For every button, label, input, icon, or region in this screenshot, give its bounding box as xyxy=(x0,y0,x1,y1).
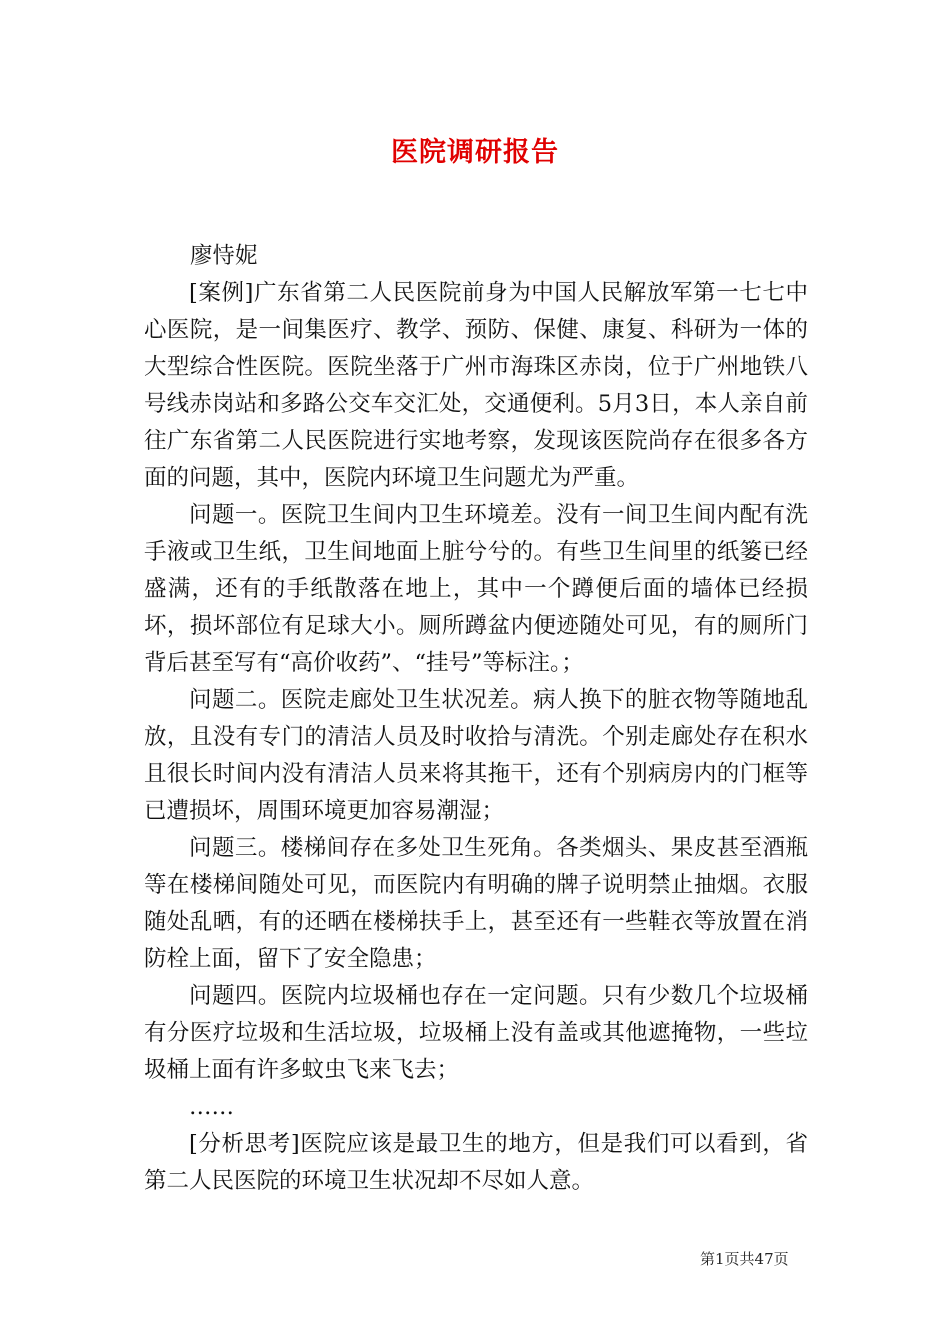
page-number: 第1页共47页 xyxy=(700,1250,789,1268)
document-title: 医院调研报告 xyxy=(391,137,559,168)
paragraph-case: [案例]广东省第二人民医院前身为中国人民解放军第一七七中心医院，是一间集医疗、教学、预防、保健、康复、科研为一体的大型综合性医院。医院坐落于广州市海珠区赤岗，位于广州地铁八号线赤岗站和多路公交车交汇处，交通便利。5月3日，本人亲自前往广东省第二人民医院进行实地考察，发现该医院尚存在很多各方面的问题，其中，医院内环境卫生问题尤为严重。 xyxy=(144,280,808,491)
document-author: 廖恃妮 xyxy=(190,243,258,269)
paragraph-analysis: [分析思考]医院应该是最卫生的地方，但是我们可以看到，省第二人民医院的环境卫生状况却不尽如人意。 xyxy=(144,1131,808,1194)
paragraph-problem-2: 问题二。医院走廊处卫生状况差。病人换下的脏衣物等随地乱放，且没有专门的清洁人员及时收拾与清洗。个别走廊处存在积水且很长时间内没有清洁人员来将其拖干，还有个别病房内的门框等已遭损坏，周围环境更加容易潮湿； xyxy=(144,687,808,824)
paragraph-ellipsis: …… xyxy=(189,1094,234,1120)
paragraph-problem-4: 问题四。医院内垃圾桶也存在一定问题。只有少数几个垃圾桶有分医疗垃圾和生活垃圾，垃圾桶上没有盖或其他遮掩物，一些垃圾桶上面有许多蚊虫飞来飞去； xyxy=(144,983,808,1083)
paragraph-problem-3: 问题三。楼梯间存在多处卫生死角。各类烟头、果皮甚至酒瓶等在楼梯间随处可见，而医院内有明确的牌子说明禁止抽烟。衣服随处乱晒，有的还晒在楼梯扶手上，甚至还有一些鞋衣等放置在消防栓上面，留下了安全隐患； xyxy=(144,835,808,972)
paragraph-problem-1: 问题一。医院卫生间内卫生环境差。没有一间卫生间内配有洗手液或卫生纸，卫生间地面上脏兮兮的。有些卫生间里的纸篓已经盛满，还有的手纸散落在地上，其中一个蹲便后面的墙体已经损坏，损坏部位有足球大小。厕所蹲盆内便迹随处可见，有的厕所门背后甚至写有“高价收药”、“挂号”等标注。； xyxy=(144,502,808,676)
document-body xyxy=(144,238,808,1200)
